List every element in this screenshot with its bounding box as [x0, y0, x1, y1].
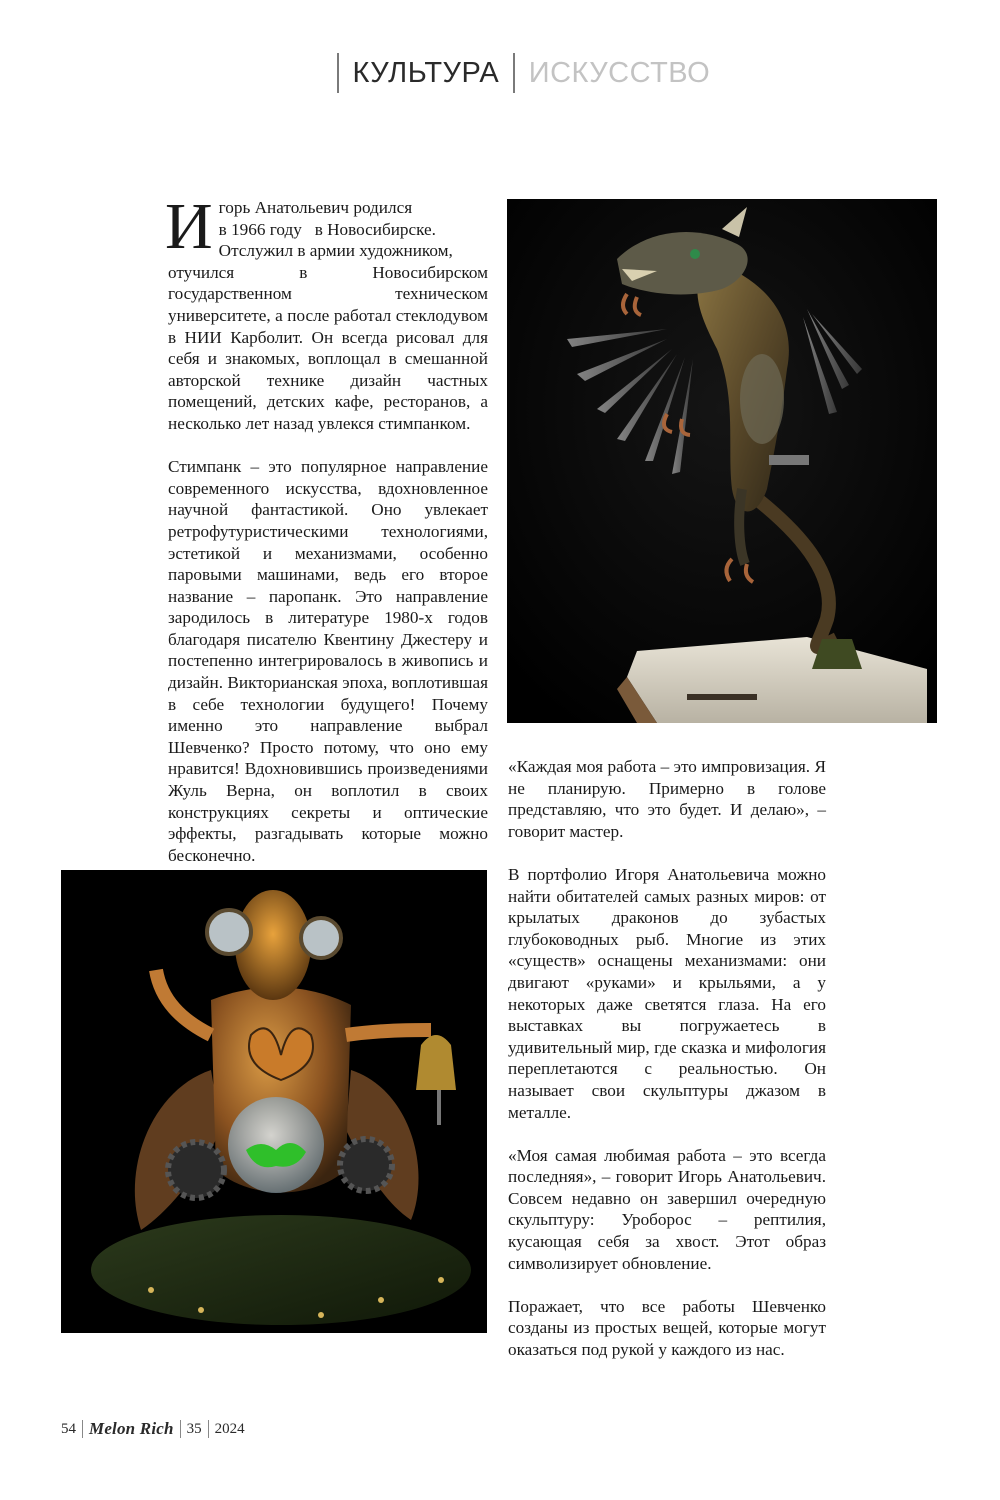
issue-year: 2024	[214, 1420, 245, 1437]
dragon-sculpture-photo	[507, 199, 937, 723]
favorite-work-paragraph: «Моя самая любимая работа – это всегда последняя», – говорит Игорь Анатольевич. Совсем недавно он завершил очередную скульптуру: Уроборос – рептилия, кусающая себя за хвост. Этот образ символизирует обновление.	[508, 1145, 826, 1273]
quote-paragraph: «Каждая моя работа – это импровизация. Я не планирую. Примерно в голове представляю, что это будет. И делаю», – говорит мастер.	[508, 757, 826, 841]
steampunk-paragraph: Стимпанк – это популярное направление современного искусства, вдохновленное научной фантастикой. Оно увлекает ретрофутуристическими технологиями, эстетикой и механизмами, особенно паровыми машинами, ведь его второе название – паропанк. Это направление зародилось в литературе 1980-х годов благодаря писателю Квентину Джестеру и постепенно интегрировалось в живопись и дизайн. Викторианская эпоха, воплотившая в себе технологии будущего! Почему именно это направление выбрал Шевченко? Просто потому, что оно ему нравится! Вдохновившись произведениями Жуль Верна, он воплотил в своих конструкциях секреты и оптические эффекты, разгадывать которые можно бесконечно.	[168, 457, 488, 865]
subsection-title: ИСКУССТВО	[528, 56, 711, 89]
creature-sculpture-image	[61, 870, 487, 1333]
magazine-name: Melon Rich	[89, 1419, 174, 1438]
section-title: КУЛЬТУРА	[352, 56, 500, 89]
article-right-column	[508, 756, 826, 1361]
footer-divider	[82, 1420, 83, 1438]
intro-line-2: в 1966 году в Новосибирске.	[218, 219, 436, 239]
article-left-column	[165, 190, 488, 866]
intro-paragraph	[165, 190, 488, 263]
page-footer	[61, 1419, 245, 1439]
section-header	[337, 52, 724, 94]
footer-divider	[208, 1420, 209, 1438]
creature-sculpture-photo	[61, 870, 487, 1333]
closing-paragraph: Поражает, что все работы Шевченко созданы из простых вещей, которые могут оказаться под рукой у каждого из нас.	[508, 1296, 826, 1360]
intro-line-1: горь Анатольевич родился	[218, 198, 413, 217]
intro-line-3: Отслужил в армии художником,	[218, 241, 453, 261]
page-number: 54	[61, 1420, 76, 1437]
portfolio-paragraph: В портфолио Игоря Анатольевича можно найти обитателей самых разных миров: от крылатых драконов до зубастых глубоководных рыб. Многие из этих «существ» оснащены механизмами: они двигают «руками» и крыльями, а у некоторых даже светятся глаза. На его выставках вы погружаетесь в удивительный мир, где сказка и мифология переплетаются с реальностью. Он называет свои скульптуры джазом в металле.	[508, 864, 826, 1122]
dragon-sculpture-image	[507, 199, 937, 723]
dropcap: И	[165, 190, 213, 263]
footer-divider	[180, 1420, 181, 1438]
intro-paragraph-rest: отучился в Новосибирском государственном техническом университете, а после работал стеклодувом в НИИ Карболит. Он всегда рисовал для себя и знакомых, воплощал в смешанной авторской технике дизайн частных помещений, детских кафе, ресторанов, а несколько лет назад увлекся стимпанком.	[168, 262, 488, 433]
issue-number: 35	[186, 1420, 202, 1437]
